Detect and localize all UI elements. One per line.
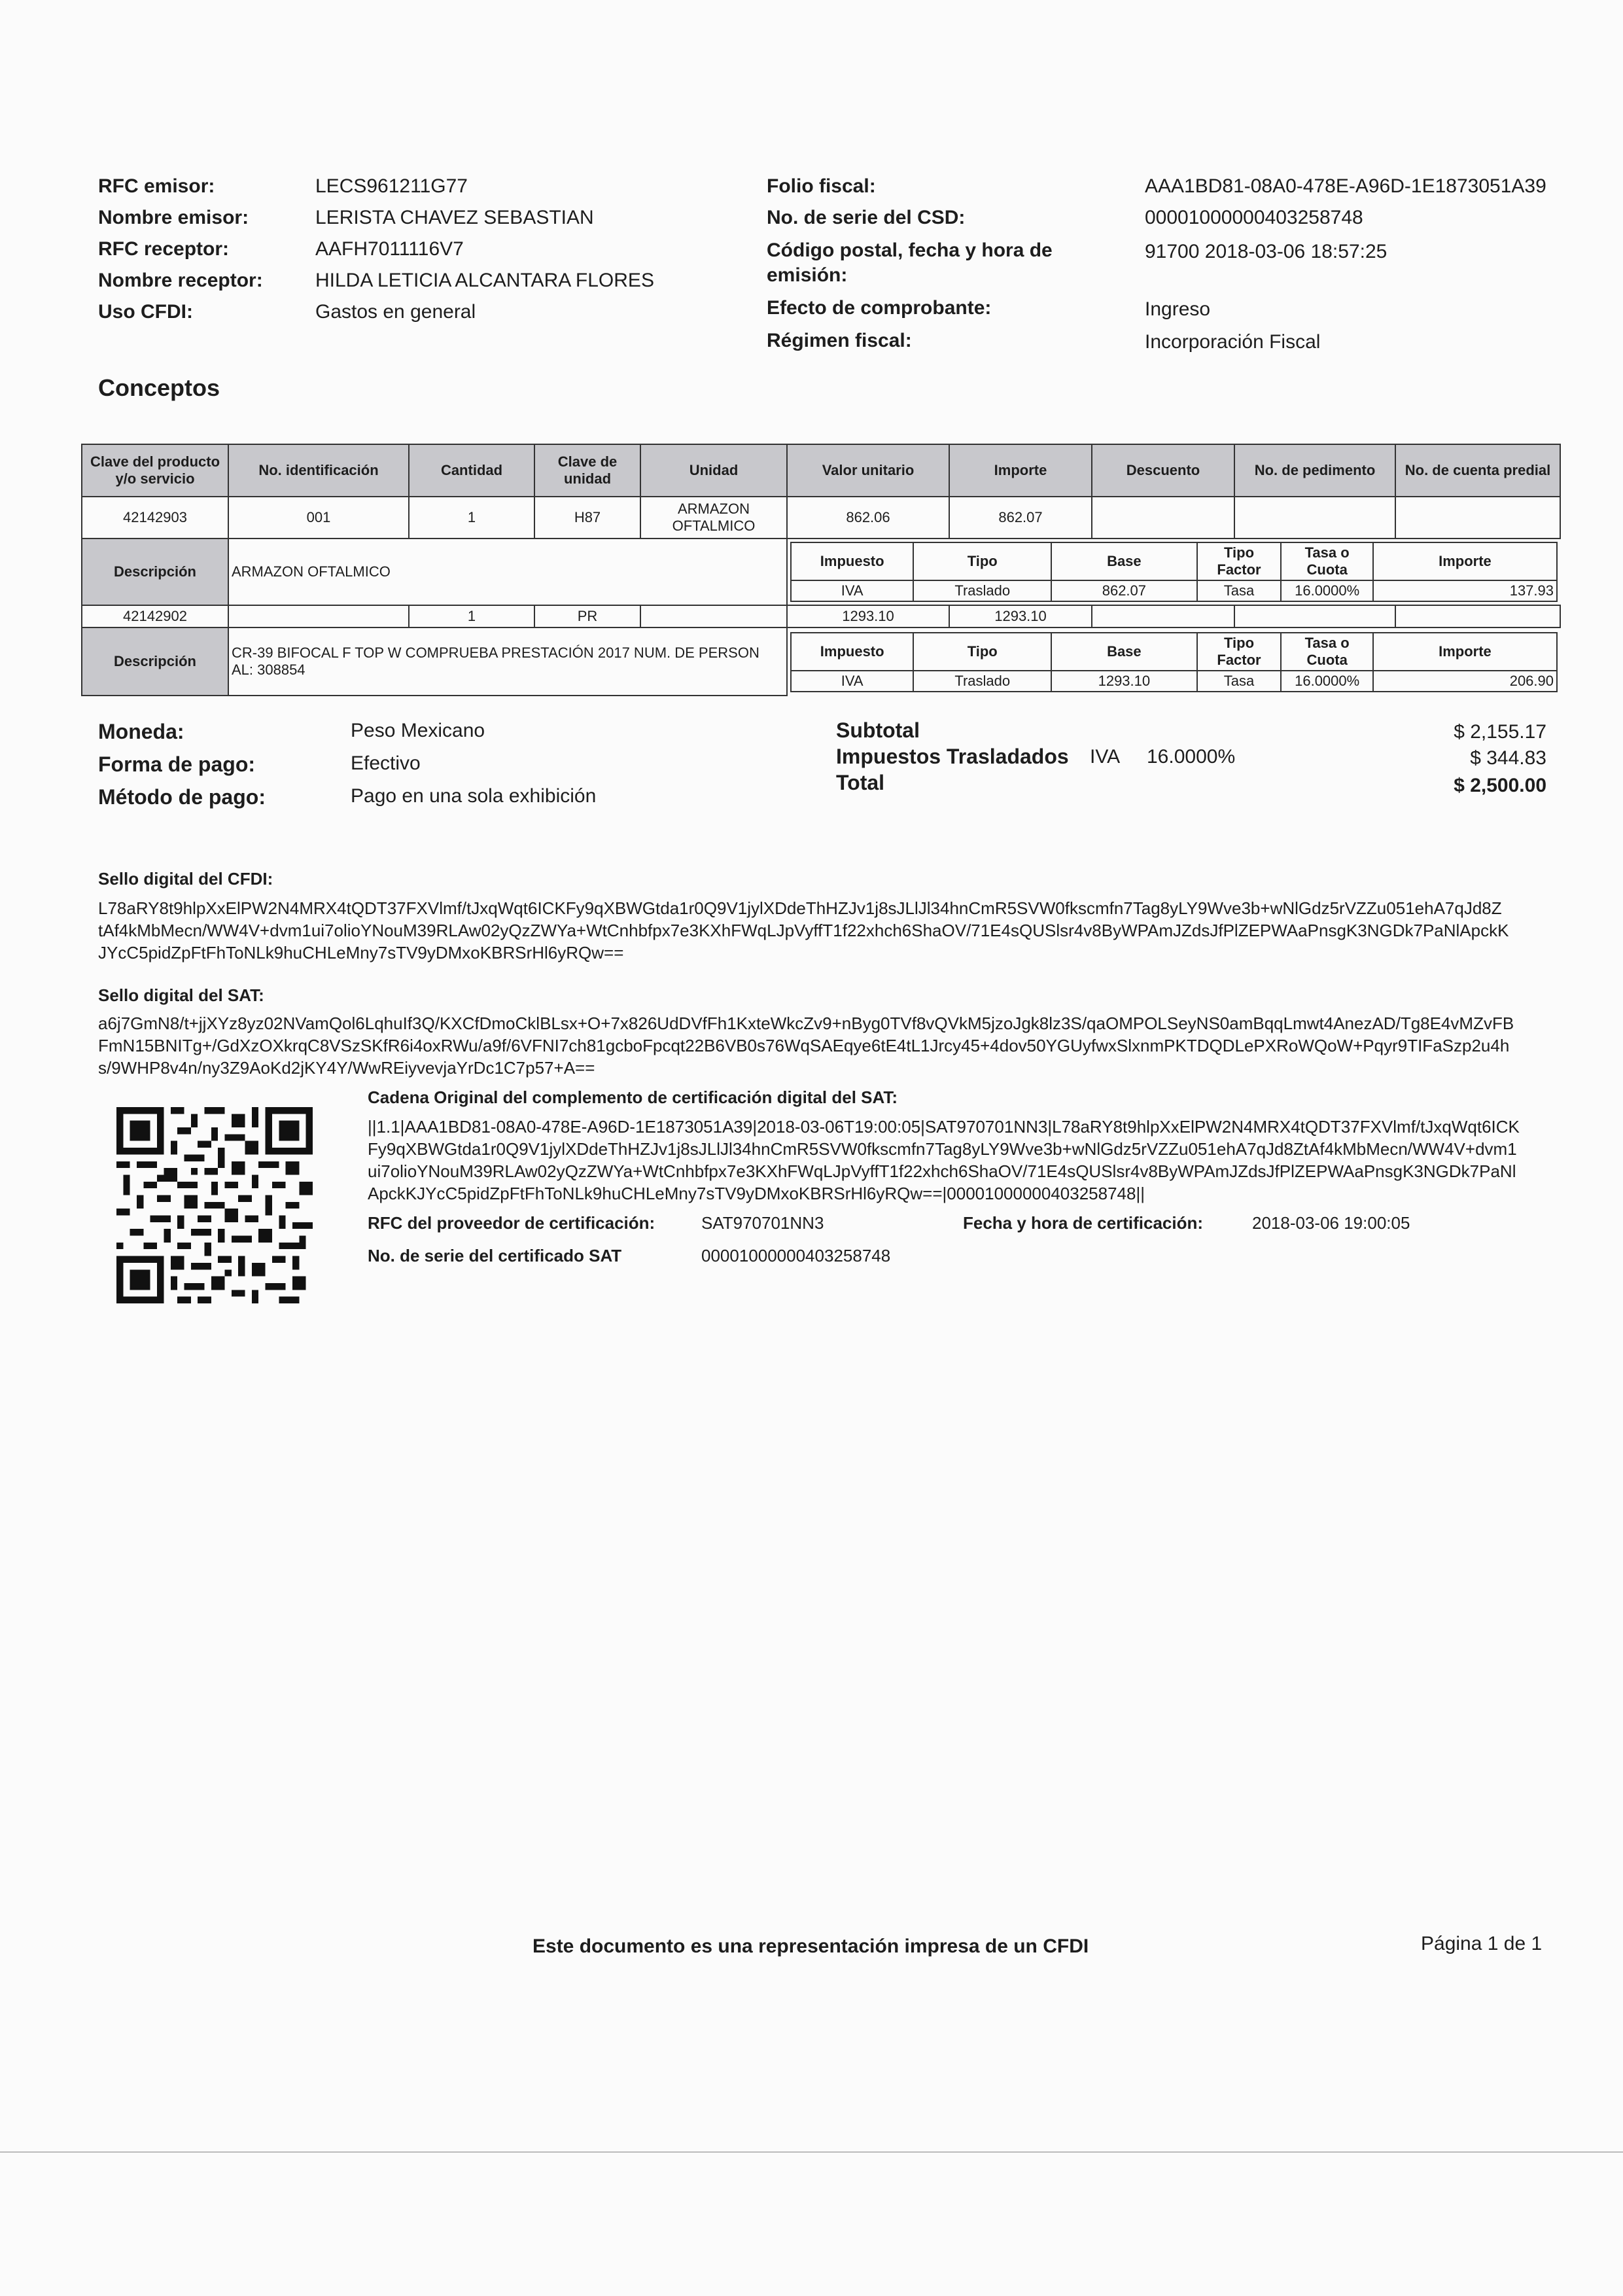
th-descuento: Descuento: [1092, 444, 1234, 497]
impuestos-label: Impuestos Trasladados: [836, 745, 1069, 768]
nombre-emisor-row: [98, 207, 752, 238]
serie-csd-label: No. de serie del CSD:: [767, 207, 966, 228]
total-value: $ 2,500.00: [1454, 775, 1546, 796]
forma-pago-value: Efectivo: [351, 752, 421, 774]
cadena-line: Fy9qXBWGtda1r0Q9V1jylXDdeThHZJv1j8sJLlJl34hnCmR5SVW0fkscmfn7Tag8yLY9Wve3b+wNlGdz5rVZZu051ehA7qJd8ZtAf4kMbMecn/WW4V+dvm1: [368, 1139, 1517, 1159]
cell-no-id: 001: [228, 497, 409, 539]
table-header-row: [82, 444, 1560, 497]
desc-text: ARMAZON OFTALMICO: [228, 539, 787, 605]
tax-tipo-factor: Tasa: [1197, 580, 1282, 601]
cell-pedimento: [1234, 605, 1395, 627]
cell-clave: 42142902: [82, 605, 228, 627]
moneda-label: Moneda:: [98, 720, 184, 743]
fecha-cert-value: 2018-03-06 19:00:05: [1252, 1213, 1410, 1233]
tax-h-tipo: Tipo: [913, 542, 1051, 580]
tax-h-importe: Importe: [1373, 633, 1557, 671]
cadena-line: ui7olioYNouM39RLAw02yQzZWYa+WtCnhbfpx7e3KXhFWqLJpVyffT1f22xhch6ShaOV/71E4sQUSlsr4v8ByWPAmJZdsJfPlZEPWAaPnsgK3NGDk7PaNl: [368, 1161, 1516, 1181]
serie-cert-value: 00001000000403258748: [701, 1246, 891, 1265]
sello-cfdi-line: tAf4kMbMecn/WW4V+dvm1ui7olioYNouM39RLAw02yQzZWYa+WtCnhbfpx7e3KXhFWqLJpVyffT1f22xhch6ShaOV/71E4sQUSlsr4v8ByWPAmJZdsJfPlZEPWAaPnsgK3NGDk7PaNlApckK: [98, 921, 1509, 940]
cell-predial: [1395, 497, 1560, 539]
regimen-value: Incorporación Fiscal: [1145, 331, 1321, 353]
folio-label: Folio fiscal:: [767, 175, 876, 197]
header-right: [767, 175, 1578, 365]
tax-h-tasa: Tasa o Cuota: [1281, 542, 1373, 580]
sello-sat-line: s/9WHP8v4n/ny3Z9AoKd2jKY4Y/WwREiyvevjaYrDc1C7p57+A==: [98, 1058, 595, 1078]
sello-sat-line: a6j7GmN8/t+jjXYz8yz02NVamQol6LqhuIf3Q/KXCfDmoCklBLsx+O+7x826UdDVfFh1KxteWkcZv9+nByg0TVf8vQVkM5jzoJgk8lz3S/qaOMPOLSeyNS0amBqqLmwt4AnezAD/Tg8E4vMZvFB: [98, 1014, 1514, 1033]
rfc-emisor-value: LECS961211G77: [315, 175, 468, 197]
th-cantidad: Cantidad: [409, 444, 534, 497]
regimen-label: Régimen fiscal:: [767, 330, 912, 351]
th-clave-producto: Clave del producto y/o servicio: [82, 444, 228, 497]
desc-label: Descripción: [82, 627, 228, 696]
nombre-receptor-row: [98, 270, 752, 301]
tax-importe: 206.90: [1373, 671, 1557, 692]
cell-importe: 1293.10: [949, 605, 1092, 627]
cell-valor-unitario: 862.06: [787, 497, 949, 539]
tax-tasa: 16.0000%: [1281, 671, 1373, 692]
cell-descuento: [1092, 605, 1234, 627]
tax-h-impuesto: Impuesto: [791, 633, 913, 671]
uso-cfdi-label: Uso CFDI:: [98, 301, 193, 323]
tax-impuesto: IVA: [791, 671, 913, 692]
impuestos-tipo: IVA: [1090, 746, 1121, 768]
tax-table: [790, 632, 1558, 692]
scan-edge-line: [0, 2151, 1623, 2153]
cell-clave-unidad: H87: [534, 497, 640, 539]
table-row: [82, 497, 1560, 539]
tax-base: 862.07: [1051, 580, 1196, 601]
uso-cfdi-value: Gastos en general: [315, 301, 476, 323]
rfc-proveedor-label: RFC del proveedor de certificación:: [368, 1213, 655, 1233]
tax-h-base: Base: [1051, 542, 1196, 580]
sello-cfdi-line: L78aRY8t9hlpXxElPW2N4MRX4tQDT37FXVlmf/tJxqWqt6ICKFy9qXBWGtda1r0Q9V1jylXDdeThHZJv1j8sJLlJl34hnCmR5SVW0fkscmfn7Tag8yLY9Wve3b+wNlGdz5rVZZu051ehA7qJd8Z: [98, 898, 1502, 918]
header-left: [98, 175, 752, 332]
tax-h-importe: Importe: [1373, 542, 1557, 580]
cell-unidad: ARMAZON OFTALMICO: [640, 497, 787, 539]
th-no-pedimento: No. de pedimento: [1234, 444, 1395, 497]
tax-table: [790, 542, 1558, 602]
th-no-cuenta-predial: No. de cuenta predial: [1395, 444, 1560, 497]
folio-value: AAA1BD81-08A0-478E-A96D-1E1873051A39: [1145, 175, 1546, 197]
cell-no-id: [228, 605, 409, 627]
moneda-value: Peso Mexicano: [351, 720, 485, 741]
fecha-cert-label: Fecha y hora de certificación:: [963, 1213, 1204, 1233]
tax-tipo-factor: Tasa: [1197, 671, 1282, 692]
impuestos-tasa: 16.0000%: [1147, 746, 1236, 768]
totals-block: [836, 718, 1546, 804]
tax-h-tasa: Tasa o Cuota: [1281, 633, 1373, 671]
cadena-title: Cadena Original del complemento de certificación digital del SAT:: [368, 1087, 898, 1107]
th-clave-unidad: Clave de unidad: [534, 444, 640, 497]
metodo-pago-label: Método de pago:: [98, 785, 266, 809]
serie-csd-value: 00001000000403258748: [1145, 207, 1363, 228]
total-label: Total: [836, 771, 885, 794]
tax-tipo: Traslado: [913, 580, 1051, 601]
tax-h-impuesto: Impuesto: [791, 542, 913, 580]
tax-block: [787, 627, 1560, 696]
tax-tipo: Traslado: [913, 671, 1051, 692]
cell-clave: 42142903: [82, 497, 228, 539]
tax-tasa: 16.0000%: [1281, 580, 1373, 601]
rfc-proveedor-value: SAT970701NN3: [701, 1213, 824, 1233]
cell-cantidad: 1: [409, 497, 534, 539]
cadena-section: [368, 1087, 1565, 1205]
sello-sat-title: Sello digital del SAT:: [98, 985, 264, 1005]
impuestos-value: $ 344.83: [1470, 747, 1546, 769]
nombre-emisor-label: Nombre emisor:: [98, 207, 249, 228]
desc-text: CR-39 BIFOCAL F TOP W COMPRUEBA PRESTACIÓN 2017 NUM. DE PERSON AL: 308854: [228, 627, 787, 696]
th-unidad: Unidad: [640, 444, 787, 497]
sello-cfdi-section: [98, 869, 1563, 964]
uso-cfdi-row: [98, 301, 752, 332]
footer-note: Este documento es una representación impresa de un CFDI: [532, 1935, 1089, 1957]
cell-cantidad: 1: [409, 605, 534, 627]
nombre-emisor-value: LERISTA CHAVEZ SEBASTIAN: [315, 207, 594, 228]
desc-label: Descripción: [82, 539, 228, 605]
th-valor-unitario: Valor unitario: [787, 444, 949, 497]
table-row: [82, 605, 1560, 627]
th-no-identificacion: No. identificación: [228, 444, 409, 497]
qr-code-icon: [116, 1107, 313, 1303]
cell-predial: [1395, 605, 1560, 627]
rfc-emisor-label: RFC emisor:: [98, 175, 215, 197]
payment-info: [98, 720, 818, 818]
subtotal-value: $ 2,155.17: [1454, 721, 1546, 743]
tax-h-base: Base: [1051, 633, 1196, 671]
tax-importe: 137.93: [1373, 580, 1557, 601]
cp-label-line1: Código postal, fecha y hora de: [767, 239, 1053, 261]
certification-block: [368, 1213, 1565, 1272]
cadena-line: ||1.1|AAA1BD81-08A0-478E-A96D-1E1873051A39|2018-03-06T19:00:05|SAT970701NN3|L78aRY8t9hlpXxElPW2N4MRX4tQDT37FXVlmf/tJxqWqt6ICK: [368, 1117, 1520, 1137]
description-row: [82, 627, 1560, 696]
tax-block: [787, 539, 1560, 605]
cadena-line: ApckKJYcC5pidZpFtFhToNLk9huCHLeMny7sTV9yDMxoKBRSrHl6yRQw==|00001000000403258748||: [368, 1184, 1145, 1203]
subtotal-label: Subtotal: [836, 718, 920, 742]
conceptos-title: Conceptos: [98, 374, 220, 401]
cell-unidad: [640, 605, 787, 627]
sello-sat-section: [98, 985, 1563, 1079]
cell-importe: 862.07: [949, 497, 1092, 539]
sello-cfdi-title: Sello digital del CFDI:: [98, 869, 273, 889]
forma-pago-label: Forma de pago:: [98, 752, 256, 776]
concepts-table: [81, 444, 1561, 696]
rfc-receptor-label: RFC receptor:: [98, 238, 230, 260]
efecto-label: Efecto de comprobante:: [767, 297, 992, 319]
tax-h-tipo-factor: Tipo Factor: [1197, 633, 1282, 671]
metodo-pago-value: Pago en una sola exhibición: [351, 785, 597, 807]
cell-valor-unitario: 1293.10: [787, 605, 949, 627]
cell-descuento: [1092, 497, 1234, 539]
rfc-emisor-row: [98, 175, 752, 207]
rfc-receptor-row: [98, 238, 752, 270]
cell-pedimento: [1234, 497, 1395, 539]
serie-cert-label: No. de serie del certificado SAT: [368, 1246, 622, 1265]
sello-cfdi-line: JYcC5pidZpFtFhToNLk9huCHLeMny7sTV9yDMxoKBRSrHl6yRQw==: [98, 943, 624, 963]
efecto-value: Ingreso: [1145, 298, 1211, 320]
tax-base: 1293.10: [1051, 671, 1196, 692]
nombre-receptor-value: HILDA LETICIA ALCANTARA FLORES: [315, 270, 654, 291]
th-importe: Importe: [949, 444, 1092, 497]
tax-impuesto: IVA: [791, 580, 913, 601]
tax-h-tipo: Tipo: [913, 633, 1051, 671]
tax-h-tipo-factor: Tipo Factor: [1197, 542, 1282, 580]
cell-clave-unidad: PR: [534, 605, 640, 627]
rfc-receptor-value: AAFH7011116V7: [315, 238, 464, 260]
cp-label-line2: emisión:: [767, 264, 848, 286]
sello-sat-line: FmN15BNITg+/GdXzOXkrqC8VSzSKfR6i4oxRWu/a9f/6VFNI7ch81gcboFpcqt22B6VB0s76WqSAEqye6tE4tL1Jrcy45+4dov50YGUyfwxSlxnmPKTDQDLePXRoWQoW+Pqyr9TIFaSzp2u4h: [98, 1036, 1510, 1055]
page-number: Página 1 de 1: [1421, 1933, 1543, 1954]
description-row: [82, 539, 1560, 605]
nombre-receptor-label: Nombre receptor:: [98, 270, 263, 291]
cp-value: 91700 2018-03-06 18:57:25: [1145, 241, 1387, 262]
